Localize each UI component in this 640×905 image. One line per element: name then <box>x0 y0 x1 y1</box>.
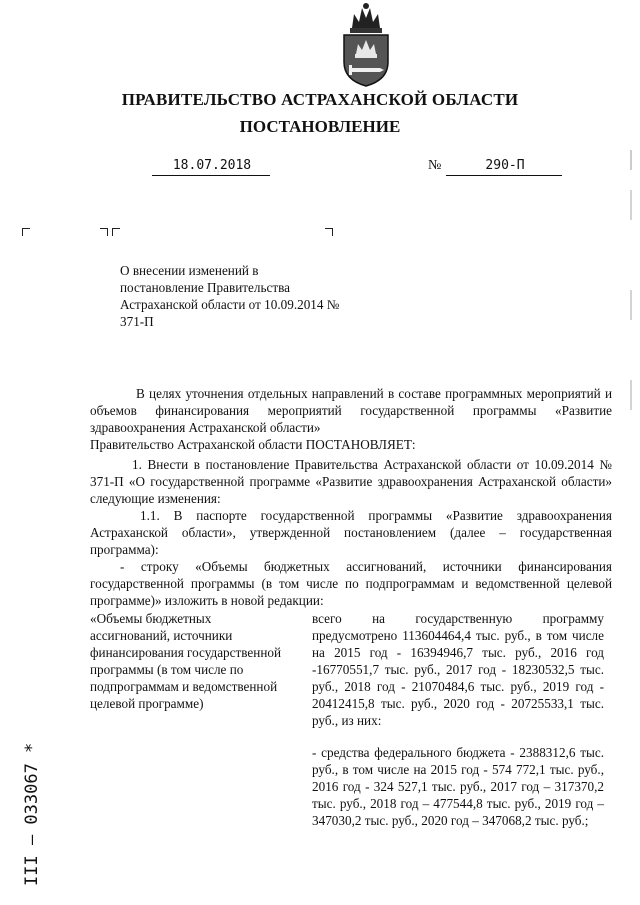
corner-mark <box>325 228 333 236</box>
number-sign: № <box>428 158 442 173</box>
decree-subject: О внесении изменений в постановление Правительства Астраханской области от 10.09.2014 № 371-П <box>120 263 340 329</box>
date-underline <box>152 175 270 176</box>
table-left-cell: «Объемы бюджетных ассигнований, источники финансирования государственной программы (в том числе по подпрограммам и ведомственной целевой программе) <box>90 611 282 711</box>
decree-date: 18.07.2018 <box>172 158 252 173</box>
svg-text:III – 033067 *: III – 033067 * <box>22 742 42 886</box>
scan-edge-mark <box>624 150 638 430</box>
clause-line-item: - строку «Объемы бюджетных ассигнований, источники финансирования государственной программы (в том числе по подпрограммам и ведомственной целевой программе)» изложить в новой редакции: <box>90 559 612 608</box>
corner-mark <box>22 228 30 236</box>
table-right-federal: - средства федерального бюджета - 2388312,6 тыс. руб., в том числе на 2015 год - 574 772,1 тыс. руб., 2016 год - 324 527,1 тыс. руб., 2017 год – 317370,2 тыс. руб., 2018 год – 477544,8 тыс. руб., 2019 год – 347030,2 тыс. руб., 2020 год – 347068,2 тыс. руб.; <box>312 745 604 828</box>
table-right-total: всего на государственную программу предусмотрено 113604464,4 тыс. руб., в том числе на 2015 год - 16394946,7 тыс. руб., 2016 год -16770551,7 тыс. руб., 2017 год - 18230532,5 тыс. руб., 2018 год - 21070484,6 тыс. руб., 2019 год - 20412415,8 тыс. руб., 2020 год - 20725533,1 тыс. руб., из них: <box>312 611 604 728</box>
resolves-line: Правительство Астраханской области ПОСТАНОВЛЯЕТ: <box>90 437 416 452</box>
astrakhan-coat-of-arms-icon <box>334 2 398 88</box>
government-title: ПРАВИТЕЛЬСТВО АСТРАХАНСКОЙ ОБЛАСТИ <box>121 90 519 109</box>
clause-1: 1. Внести в постановление Правительства Астраханской области от 10.09.2014 № 371-П «О государственной программе «Развитие здравоохранения Астраханской области» следующие изменения: <box>90 457 612 506</box>
decree-number: 290-П <box>485 158 525 173</box>
clause-1-1: 1.1. В паспорте государственной программы «Развитие здравоохранения Астраханской области», утвержденной постановлением (далее – государственная программа): <box>90 508 612 557</box>
number-underline <box>446 175 562 176</box>
corner-mark <box>100 228 108 236</box>
serial-number <box>20 688 42 888</box>
corner-mark <box>112 228 120 236</box>
document-type: ПОСТАНОВЛЕНИЕ <box>239 117 401 136</box>
preamble-paragraph: В целях уточнения отдельных направлений в составе программных мероприятий и объемов финансирования мероприятий государственной программы «Развитие здравоохранения Астраханской области» <box>90 386 612 435</box>
